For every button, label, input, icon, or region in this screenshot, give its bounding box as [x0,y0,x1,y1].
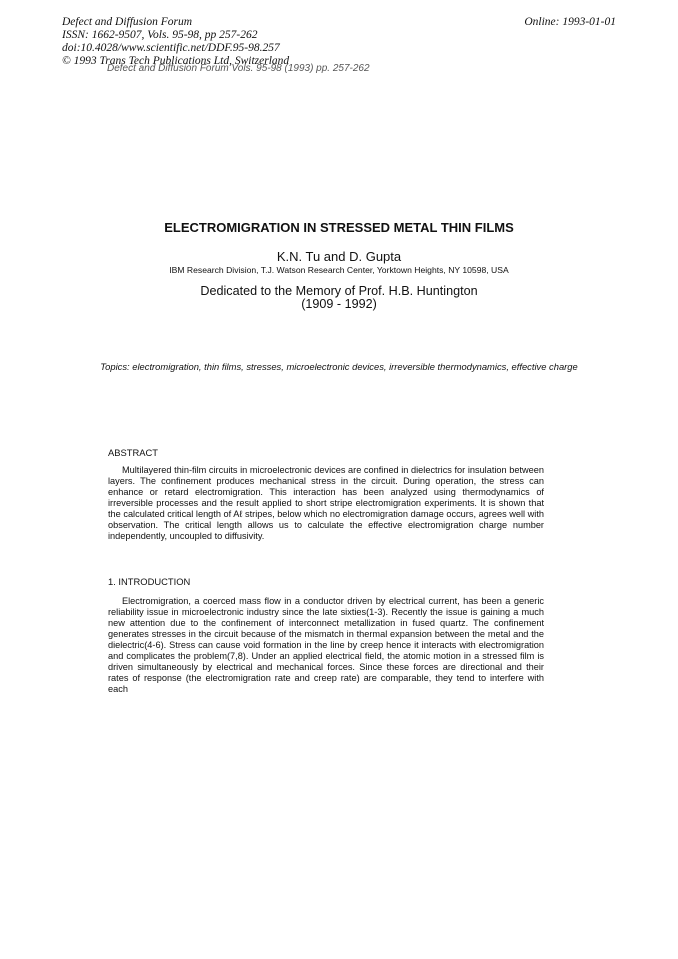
journal-name: Defect and Diffusion Forum [62,16,192,28]
introduction-heading: 1. INTRODUCTION [108,576,191,587]
abstract-heading: ABSTRACT [108,447,159,458]
doi-line[interactable]: doi:10.4028/www.scientific.net/DDF.95-98.257 [62,42,280,54]
issn-line: ISSN: 1662-9507, Vols. 95-98, pp 257-262 [62,29,258,41]
affiliation: IBM Research Division, T.J. Watson Research Center, Yorktown Heights, NY 10598, USA [169,265,509,275]
abstract-text: Multilayered thin-film circuits in microelectronic devices are confined in dielectrics for insulation between layers. The confinement produces mechanical stress in the circuit. During operation, the stress can enhance or retard electromigration. This interaction has been analyzed using thermodynamics of irreversible processes and the result applied to short stripe electromigration experiments. It is shown that the calculated critical length of Aℓ stripes, below which no electromigration damage occurs, agrees well with observation. The critical length allows us to calculate the effective electromigration charge number independently, uncoupled to diffusivity. [108,465,544,541]
dedication-line-2: (1909 - 1992) [301,297,377,311]
paper-title: ELECTROMIGRATION IN STRESSED METAL THIN FILMS [164,220,514,235]
dedication-line-1: Dedicated to the Memory of Prof. H.B. Huntington [200,284,478,298]
copyright-line: © 1993 Trans Tech Publications Ltd, Switzerland [62,55,290,67]
online-date: Online: 1993-01-01 [524,16,616,28]
topics-keywords: Topics: electromigration, thin films, stresses, microelectronic devices, irreversible thermodynamics, effective charge [100,361,578,372]
introduction-text: Electromigration, a coerced mass flow in a conductor driven by electrical current, has been a generic reliability issue in microelectronic industry since the late sixties(1-3). Recently the issue is gaining a much new attention due to the confinement of interconnect metallization in fused quartz. The confinement generates stresses in the circuit because of the mismatch in thermal expansion between the metal and the dielectric(4-6). Stress can cause void formation in the line by creep hence it interacts with electromigration and complicates the problem(7,8). Under an applied electrical field, the atomic motion in a stressed film is driven simultaneously by electrical and mechanical forces. Since these forces are directional and their rates of response (the electromigration rate and creep rate) are comparable, they tend to interfere with each [108,596,544,694]
publication-header [62,16,462,68]
dedication [0,285,678,311]
authors: K.N. Tu and D. Gupta [276,249,402,264]
running-head-cropped: Defect and Diffusion Forum Vols. 95-98 (1993) pp. 257-262 [107,63,370,74]
